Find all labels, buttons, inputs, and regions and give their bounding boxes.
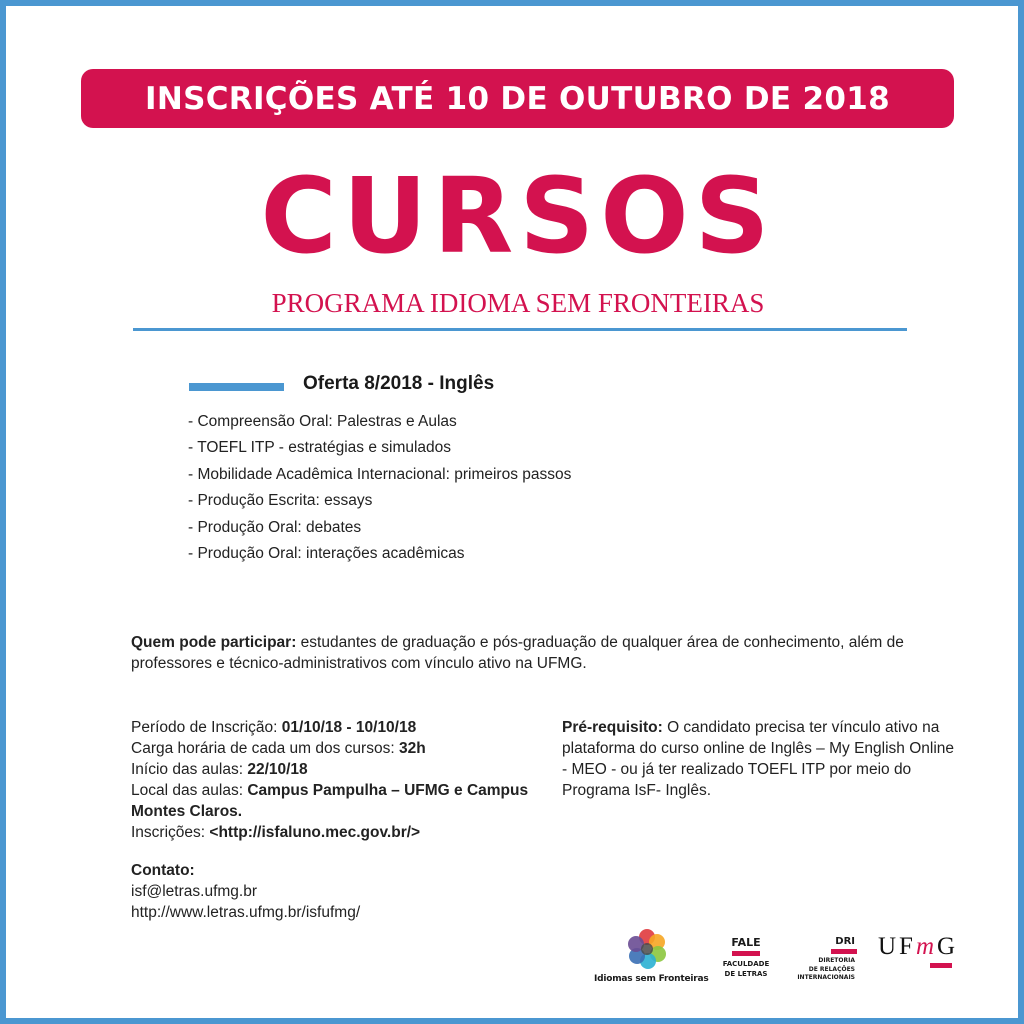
page-subtitle: PROGRAMA IDIOMA SEM FRONTEIRAS — [271, 288, 765, 318]
dri-sub-2: DE RELAÇÕES — [808, 965, 855, 973]
ufmg-uf: UF — [878, 933, 916, 960]
contact-url[interactable]: http://www.letras.ufmg.br/isfufmg/ — [131, 904, 361, 921]
list-item: - Produção Escrita: essays — [188, 492, 373, 510]
period-label: Período de Inscrição: — [131, 719, 282, 736]
period-value: 01/10/18 - 10/10/18 — [281, 719, 417, 736]
flower-icon — [624, 926, 670, 972]
start-line — [131, 759, 531, 780]
list-item: - Produção Oral: interações acadêmicas — [188, 545, 465, 563]
dri-name: DRI — [835, 936, 855, 947]
ufmg-m: m — [915, 933, 938, 960]
place-label: Local das aulas: — [131, 782, 248, 799]
page-title: CURSOS — [260, 155, 776, 277]
list-item: - Compreensão Oral: Palestras e Aulas — [188, 413, 457, 430]
deadline-text: INSCRIÇÕES ATÉ 10 DE OUTUBRO DE 2018 — [145, 80, 890, 117]
period-line — [131, 717, 531, 738]
course-info — [131, 717, 531, 843]
ufmg-bar — [930, 963, 952, 968]
place-value: Campus Pampulha – UFMG e Campus Montes Claros. — [131, 782, 529, 820]
dri-sub-3: INTERNACIONAIS — [797, 974, 855, 981]
prerequisite-text: O candidato precisa ter vínculo ativo na plataforma do curso online de Inglês – My English Online - MEO - ou já ter realizado TOEFL ITP por meio do Programa IsF- Inglês. — [562, 719, 955, 799]
fale-name: FALE — [731, 936, 761, 949]
isf-caption: Idiomas sem Fronteiras — [594, 974, 709, 984]
dri-bar — [831, 949, 857, 954]
fale-sub-1: FACULDADE — [722, 960, 770, 968]
list-item: - Mobilidade Acadêmica Internacional: primeiros passos — [188, 465, 572, 483]
start-value: 22/10/18 — [247, 761, 308, 778]
eligibility-paragraph — [131, 632, 931, 674]
dri-logo — [791, 936, 863, 983]
isf-logo — [594, 926, 709, 990]
contact-block — [131, 860, 360, 923]
divider-rule — [133, 328, 907, 331]
fale-bar — [732, 951, 760, 956]
offer-title: Oferta 8/2018 - Inglês — [303, 373, 495, 394]
prerequisite-label: Pré-requisito: — [562, 719, 663, 736]
offer-accent-bar — [189, 383, 284, 391]
hours-label: Carga horária de cada um dos cursos: — [131, 740, 399, 757]
list-item: - Produção Oral: debates — [188, 518, 362, 536]
signup-line — [131, 822, 531, 843]
prerequisite-paragraph — [562, 717, 962, 801]
course-list — [188, 409, 571, 567]
signup-link[interactable]: <http://isfaluno.mec.gov.br/> — [209, 824, 421, 841]
deadline-banner — [81, 69, 954, 128]
fale-logo — [710, 936, 782, 979]
dri-sub-1: DIRETORIA — [818, 957, 855, 964]
fale-sub-2: DE LETRAS — [724, 970, 768, 978]
eligibility-text: estudantes de graduação e pós-graduação de qualquer área de conhecimento, além de professores e técnico-administrativos com vínculo ativo na UFMG. — [131, 634, 904, 672]
ufmg-g: G — [937, 933, 959, 960]
start-label: Início das aulas: — [131, 761, 248, 778]
list-item: - TOEFL ITP - estratégias e simulados — [188, 439, 452, 457]
place-line — [131, 780, 531, 822]
hours-line — [131, 738, 531, 759]
eligibility-label: Quem pode participar: — [131, 634, 297, 651]
signup-label: Inscrições: — [131, 824, 210, 841]
ufmg-logo — [878, 933, 982, 961]
contact-label: Contato: — [131, 862, 195, 879]
hours-value: 32h — [398, 740, 426, 757]
contact-email[interactable]: isf@letras.ufmg.br — [131, 883, 257, 900]
